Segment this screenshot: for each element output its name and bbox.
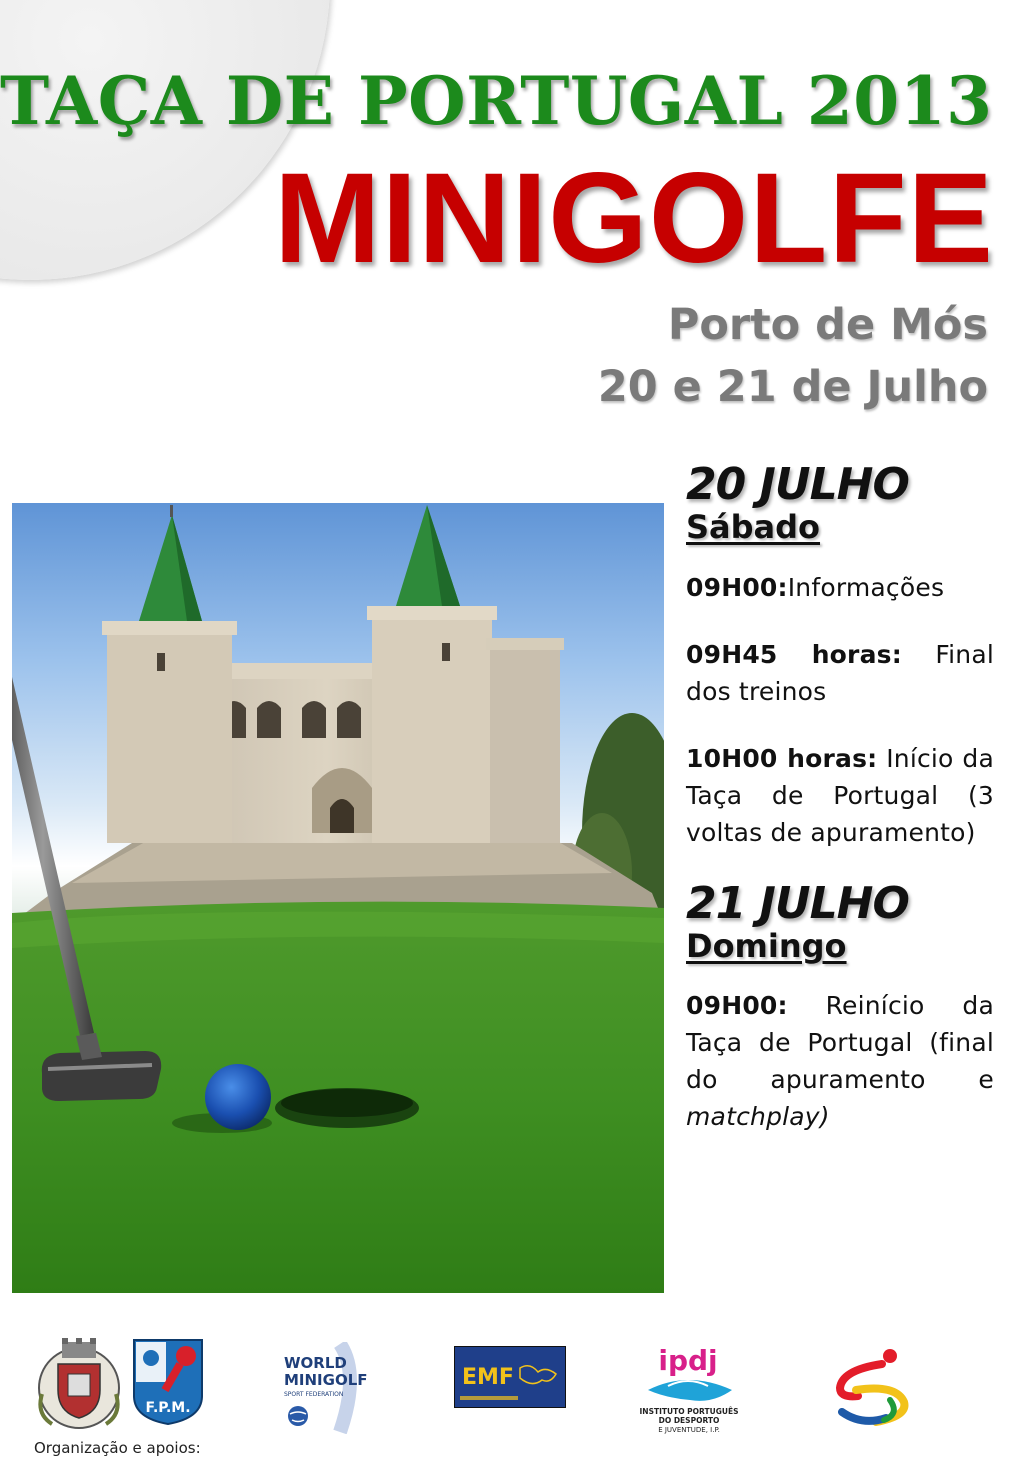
entry-time: 09H00: (686, 572, 788, 602)
event-dates: 20 e 21 de Julho (597, 362, 988, 412)
entry-time: 09H45 horas: (686, 639, 902, 669)
castle-minigolf-photo (12, 503, 664, 1293)
day1-entry-1 (686, 569, 994, 606)
day2-entry-1 (686, 987, 994, 1135)
wmf-line1: WORLD (284, 1354, 347, 1372)
ipdj-logo-text: ipdj (658, 1344, 718, 1377)
day1-entry-3 (686, 740, 994, 851)
entry-text: Reinício da Taça de Portugal (final do apuramento e (686, 991, 994, 1095)
ipdj-logo (638, 1342, 740, 1438)
wmf-line2: MINIGOLF (284, 1371, 368, 1389)
event-location: Porto de Mós (667, 300, 988, 350)
event-title: TAÇA DE PORTUGAL 2013 (0, 62, 993, 140)
world-minigolf-logo (280, 1342, 376, 1434)
entry-emphasis: matchplay (686, 1102, 820, 1132)
fpm-logo-text: F.P.M. (145, 1400, 191, 1416)
day2-date: 21 JULHO (686, 877, 909, 929)
day1-date: 20 JULHO (686, 459, 909, 510)
fpm-federation-logo (132, 1338, 204, 1426)
entry-time: 09H00: (686, 991, 788, 1021)
emf-logo (454, 1346, 566, 1408)
sport-title: MINIGOLFE (273, 147, 994, 290)
entry-time: 10H00 horas: (686, 743, 878, 773)
footer-caption: Organização e apoios: (34, 1439, 201, 1457)
wmf-line3: SPORT FEDERATION (284, 1391, 344, 1398)
sport-swirl-logo (832, 1346, 914, 1426)
ipdj-line1: INSTITUTO PORTUGUÊS (639, 1407, 739, 1416)
day1-entry-2 (686, 636, 994, 710)
entry-text: Final dos treinos (686, 639, 994, 706)
schedule (686, 459, 994, 1165)
entry-tail: ) (819, 1102, 830, 1132)
entry-text: Início da Taça de Portugal (3 voltas de apuramento) (686, 743, 994, 847)
day2-weekday: Domingo (686, 926, 847, 965)
day1-weekday: Sábado (686, 508, 821, 547)
ipdj-line3: E JUVENTUDE, I.P. (658, 1426, 720, 1434)
ipdj-line2: DO DESPORTO (658, 1416, 720, 1425)
entry-text: Informações (787, 572, 945, 602)
emf-logo-text: EMF (462, 1365, 514, 1390)
municipality-coat-of-arms-logo (36, 1338, 122, 1430)
